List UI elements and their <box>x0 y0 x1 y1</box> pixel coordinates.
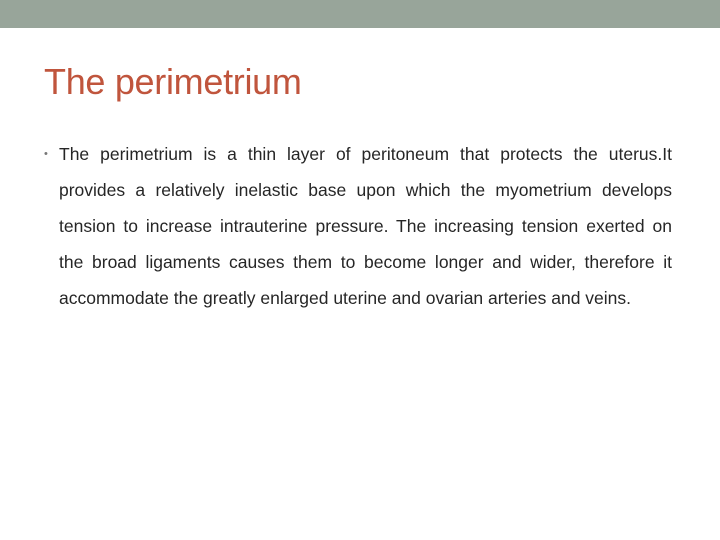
bullet-text: The perimetrium is a thin layer of peritoneum that protects the uterus.It provides a relatively inelastic base upon which the myometrium develops tension to increase intrauterine pressure. The increasing tension exerted on the broad ligaments causes them to become longer and wider, therefore it accommodate the greatly enlarged uterine and ovarian arteries and veins. <box>59 144 672 308</box>
header-band <box>0 0 720 28</box>
bullet-marker: • <box>44 148 48 160</box>
bullet-item <box>44 136 672 316</box>
slide-body <box>44 136 672 316</box>
slide-title: The perimetrium <box>44 61 302 102</box>
